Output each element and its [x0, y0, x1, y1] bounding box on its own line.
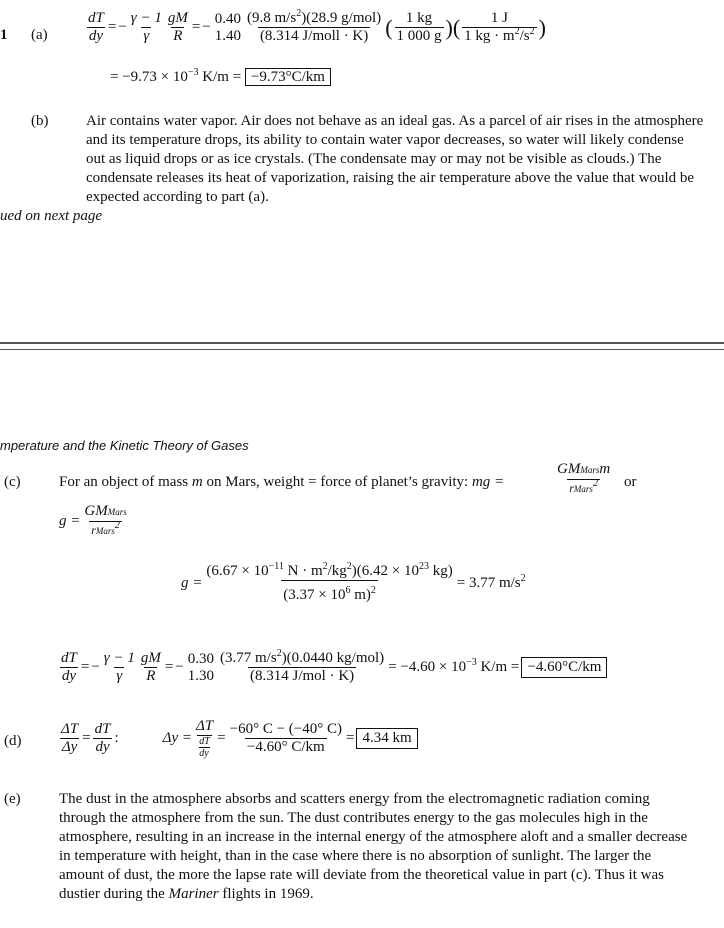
part-d-answer-box: 4.34 km — [356, 728, 417, 749]
part-b-label: (b) — [31, 113, 49, 129]
part-e-label: (e) — [4, 791, 21, 807]
part-d-label: (d) — [4, 733, 22, 749]
gM-R-fraction: $\frac{gM}{R}$ — [167, 10, 188, 44]
chapter-header: mperature and the Kinetic Theory of Gases — [0, 438, 249, 453]
part-e-text: The dust in the atmosphere absorbs and scatters energy from the electromagnetic radiation coming through the atmosphere from the sun. The dust contributes energy to the gas molecules high in the atmosphere, resulting in an increase in the internal energy of the atmosphere aloft and a smaller decrease in temperature with height, than in the case where there is no absorption of sunlight. The larger the amount of dust, the more the lapse rate will deviate from the theoretical value in part (c). Thus it was dustier during the Mariner flights in 1969. — [59, 791, 688, 902]
main-fraction: $\frac{(9.8 m/s^2)(28.9 g/mol)}{\text{(8.314 J/moll · K)}}$ — [247, 8, 382, 44]
part-c-answer-box: −4.60°C/km — [521, 657, 607, 678]
part-a-equation: $\frac{dT}{dy}$ = − $\frac{\gamma - 1}{\gamma}$ $\frac{gM}{R}$ = − 0.40 1.40 $\frac{(9.8 m/s^2)(28.9 g/mol)}{\text{(8.314 J/moll · K)}}$ ( $\frac{1 kg}{1 000 g}$ )( $\frac{1 J}{1 kg \cdot m^2/s^2}$ ) — [88, 8, 546, 44]
coef-fraction: 0.40 1.40 — [214, 10, 242, 44]
g-definition: g = $\frac{\text{GMMars}}{rMars^2}$ — [59, 503, 129, 540]
margin-mark: 1 — [0, 27, 8, 43]
part-c-lapse-equation: $\frac{dT}{dy}$ = − $\frac{\gamma - 1}{\gamma}$ $\frac{gM}{R}$ = − 0.30 1.30 $\frac{(3.77 m/s^2)(0.0440 kg/mol)}{\text{(8.314 J/mol · K)}}$ = $-4.60 \times 10^{-3}$ K/m = −4.60°C/km — [59, 650, 607, 685]
page-divider-top — [0, 342, 724, 344]
kg-conversion: $\frac{1 kg}{1 000 g}$ — [396, 10, 442, 44]
continued-note: ued on next page — [0, 208, 103, 224]
gamma-fraction: $\frac{\gamma - 1}{\gamma}$ — [130, 10, 162, 44]
dT-dy-fraction: $\frac{dT}{dy}$ — [88, 10, 104, 44]
part-d-equation: $\frac{\Delta T}{\Delta y}$ = $\frac{dT}{dy}$ : Δy = ΔT dT dy = $\frac{-60^\circ C - (-40^\circ C)}{-4.60^\circ C/km}$ = 4.34 km — [59, 718, 418, 759]
page-divider-bottom — [0, 349, 724, 350]
part-b-text: Air contains water vapor. Air does not behave as an ideal gas. As a parcel of air rises in the atmosphere and its temperature drops, its ability to contain water vapor decreases, so water will likely condense out as liquid drops or as ice crystals. (The condensate may or may not be visible as clouds.) The condensate releases its heat of vaporization, raising the air temperature above the value that would be expected according to part (a). — [86, 113, 704, 205]
part-c-intro: For an object of mass m on Mars, weight = force of planet’s gravity: mg = — [59, 474, 505, 490]
part-a-answer-box: −9.73°C/km — [245, 68, 331, 86]
joule-conversion: $\frac{1 J}{1 kg \cdot m^2/s^2}$ — [464, 10, 535, 44]
part-c-label: (c) — [4, 474, 21, 490]
part-a-result: = $-9.73 \times 10^{-3}$ K/m = −9.73°C/km — [110, 68, 331, 87]
part-a-label: (a) — [31, 27, 48, 43]
or-word: or — [624, 474, 637, 490]
g-calculation: g = $\frac{(6.67 \times 10^{-11} N \cdot m^2/kg^2)(6.42 \times 10^{23} kg)}{(3.37 \times 10^6 m)^2}$ = 3.77 $m/s^2$ — [181, 561, 526, 603]
mars-gravity-fraction: $\frac{\text{GMMarsm}}{rMars^2}$ — [555, 461, 612, 498]
